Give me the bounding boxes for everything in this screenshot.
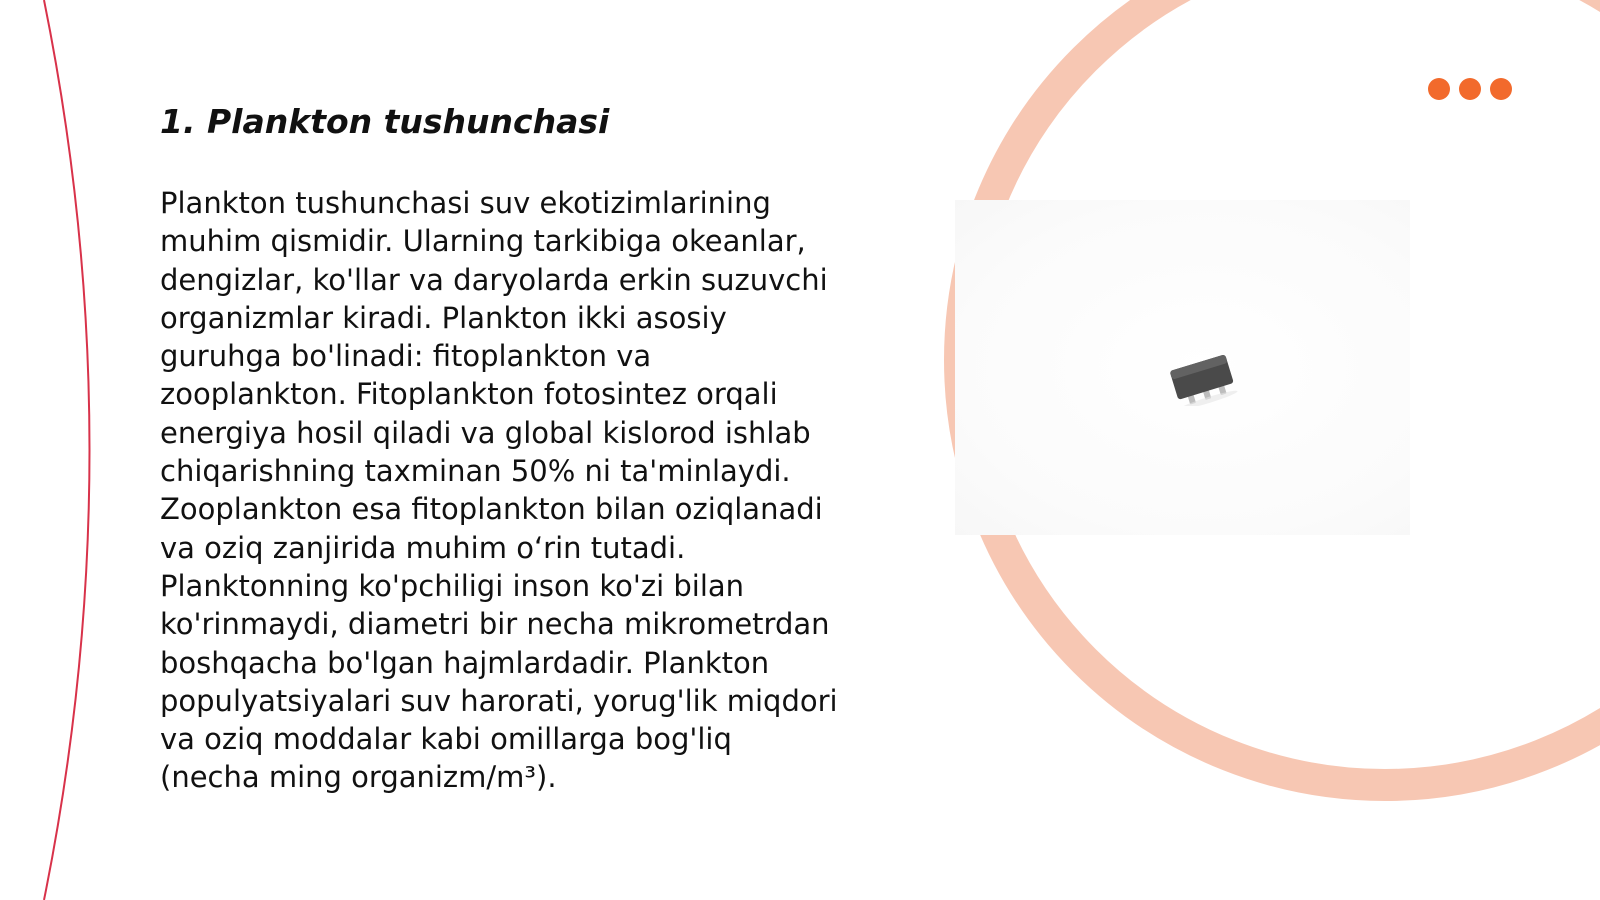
electronic-chip-icon [1165, 350, 1239, 406]
dot-icon [1428, 78, 1450, 100]
more-dots-icon [1425, 78, 1515, 102]
slide-body-text: Plankton tushunchasi suv ekotizimlarining muhim qismidir. Ularning tarkibiga okeanlar, dengizlar, ko'llar va daryolarda erkin suzuvchi organizmlar kiradi. Plankton ikki asosiy guruhga bo'linadi: fitoplankton va zooplankton. Fitoplankton fotosintez orqali energiya hosil qiladi va global kislorod ishlab chiqarishning taxminan 50% ni ta'minlaydi. Zooplankton esa fitoplankton bilan oziqlanadi va oziq zanjirida muhim oʻrin tutadi. Planktonning ko'pchiligi inson ko'zi bilan ko'rinmaydi, diametri bir necha mikrometrdan boshqacha bo'lgan hajmlardadir. Plankton populyatsiyalari suv harorati, yorug'lik miqdori va oziq moddalar kabi omillarga bog'liq (necha ming organizm/m³). [160, 186, 838, 795]
slide-title: 1. Plankton tushunchasi [160, 102, 610, 141]
dot-icon [1490, 78, 1512, 100]
left-curve-line [44, 0, 90, 900]
dot-icon [1459, 78, 1481, 100]
